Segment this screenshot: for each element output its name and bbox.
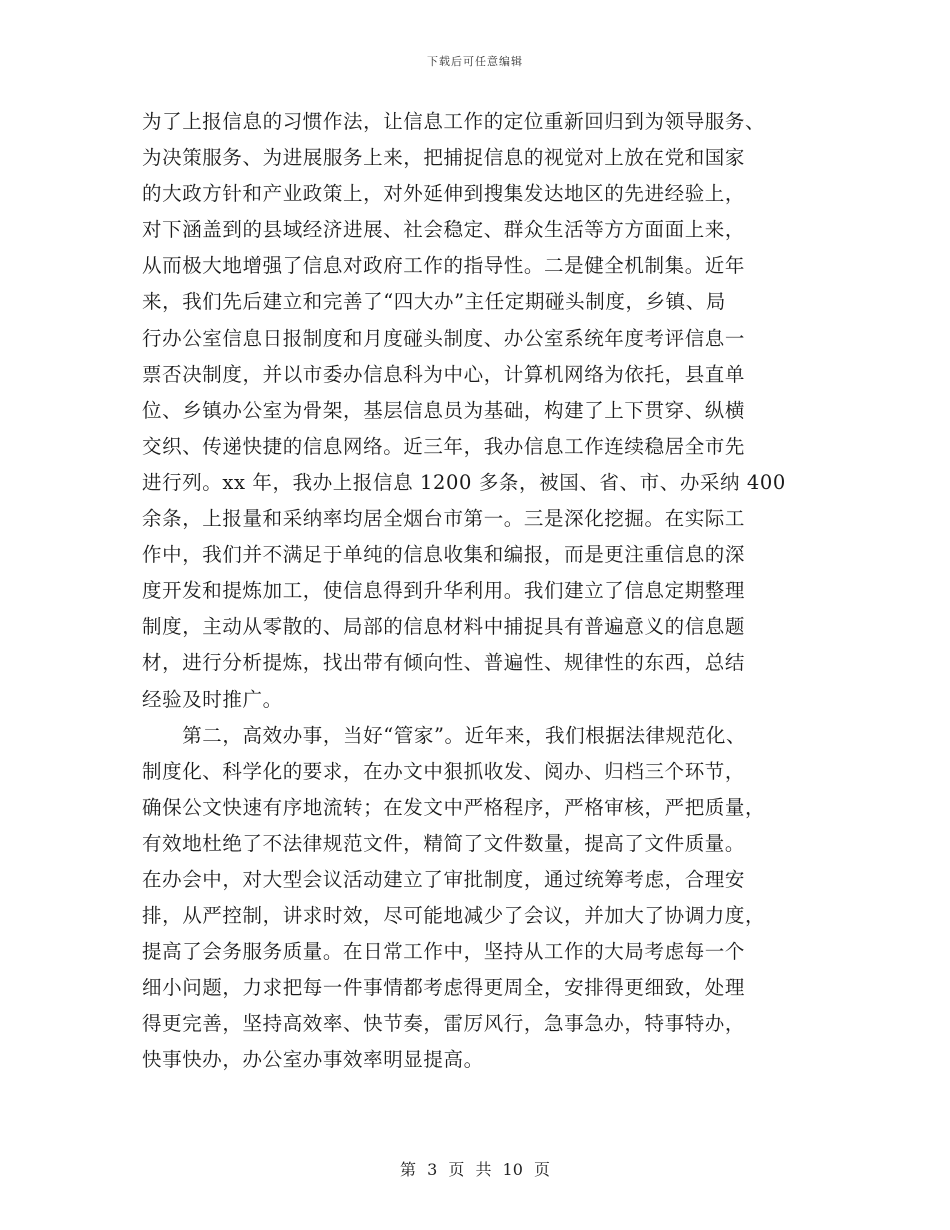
text-line: 从而极大地增强了信息对政府工作的指导性。二是健全机制集。近年 [142,254,746,278]
text-line: 制度，主动从零散的、局部的信息材料中捕捉具有普遍意义的信息题 [142,615,746,639]
text-line: 有效地杜绝了不法律规范文件，精简了文件数量，提高了文件质量。 [142,831,746,855]
text-line: 快事快办，办公室办事效率明显提高。 [142,1048,484,1072]
text-line: 为决策服务、为进展服务上来，把捕捉信息的视觉对上放在党和国家 [142,146,746,170]
text-line: 位、乡镇办公室为骨架，基层信息员为基础，构建了上下贯穿、纵横 [142,398,746,422]
text-line: 票否决制度，并以市委办信息科为中心，计算机网络为依托，县直单 [142,362,746,386]
text-line: 排，从严控制，讲求时效，尽可能地减少了会议，并加大了协调力度， [142,904,766,928]
text-line: 在办会中，对大型会议活动建立了审批制度，通过统筹考虑，合理安 [142,867,746,891]
text-line: 得更完善，坚持高效率、快节奏，雷厉风行，急事急办，特事特办， [142,1012,746,1036]
text-line: 的大政方针和产业政策上，对外延伸到搜集发达地区的先进经验上， [142,182,746,206]
text-line: 交织、传递快捷的信息网络。近三年，我办信息工作连续稳居全市先 [142,434,746,458]
text-line: 对下涵盖到的县域经济进展、社会稳定、群众生活等方方面面上来， [142,218,746,242]
text-line: 行办公室信息日报制度和月度碰头制度、办公室系统年度考评信息一 [142,326,746,350]
text-line: 制度化、科学化的要求，在办文中狠抓收发、阅办、归档三个环节， [142,759,746,783]
text-line: 细小问题，力求把每一件事情都考虑得更周全，安排得更细致，处理 [142,976,746,1000]
text-line: 度开发和提炼加工，使信息得到升华利用。我们建立了信息定期整理 [142,579,746,603]
document-body [142,104,818,1079]
text-line: 确保公文快速有序地流转；在发文中严格程序，严格审核，严把质量， [142,795,766,819]
text-line: 经验及时推广。 [142,687,283,711]
text-line: 来，我们先后建立和完善了“四大办”主任定期碰头制度，乡镇、局 [142,290,726,314]
text-line: 余条，上报量和采纳率均居全烟台市第一。三是深化挖掘。在实际工 [142,507,746,531]
text-line: 第二，高效办事，当好“管家”。近年来，我们根据法律规范化、 [142,723,747,747]
text-line: 提高了会务服务质量。在日常工作中，坚持从工作的大局考虑每一个 [142,940,746,964]
page-header: 下载后可任意编辑 [427,55,523,68]
text-line: 作中，我们并不满足于单纯的信息收集和编报，而是更注重信息的深 [142,543,746,567]
text-line: 为了上报信息的习惯作法，让信息工作的定位重新回归到为领导服务、 [142,110,766,133]
text-line: 材，进行分析提炼，找出带有倾向性、普遍性、规律性的东西，总结 [142,651,746,675]
text-line: 进行列。xx 年，我办上报信息 1200 多条，被国、省、市、办采纳 400 [142,470,786,494]
page-number: 第 3 页 共 10 页 [400,1160,550,1179]
